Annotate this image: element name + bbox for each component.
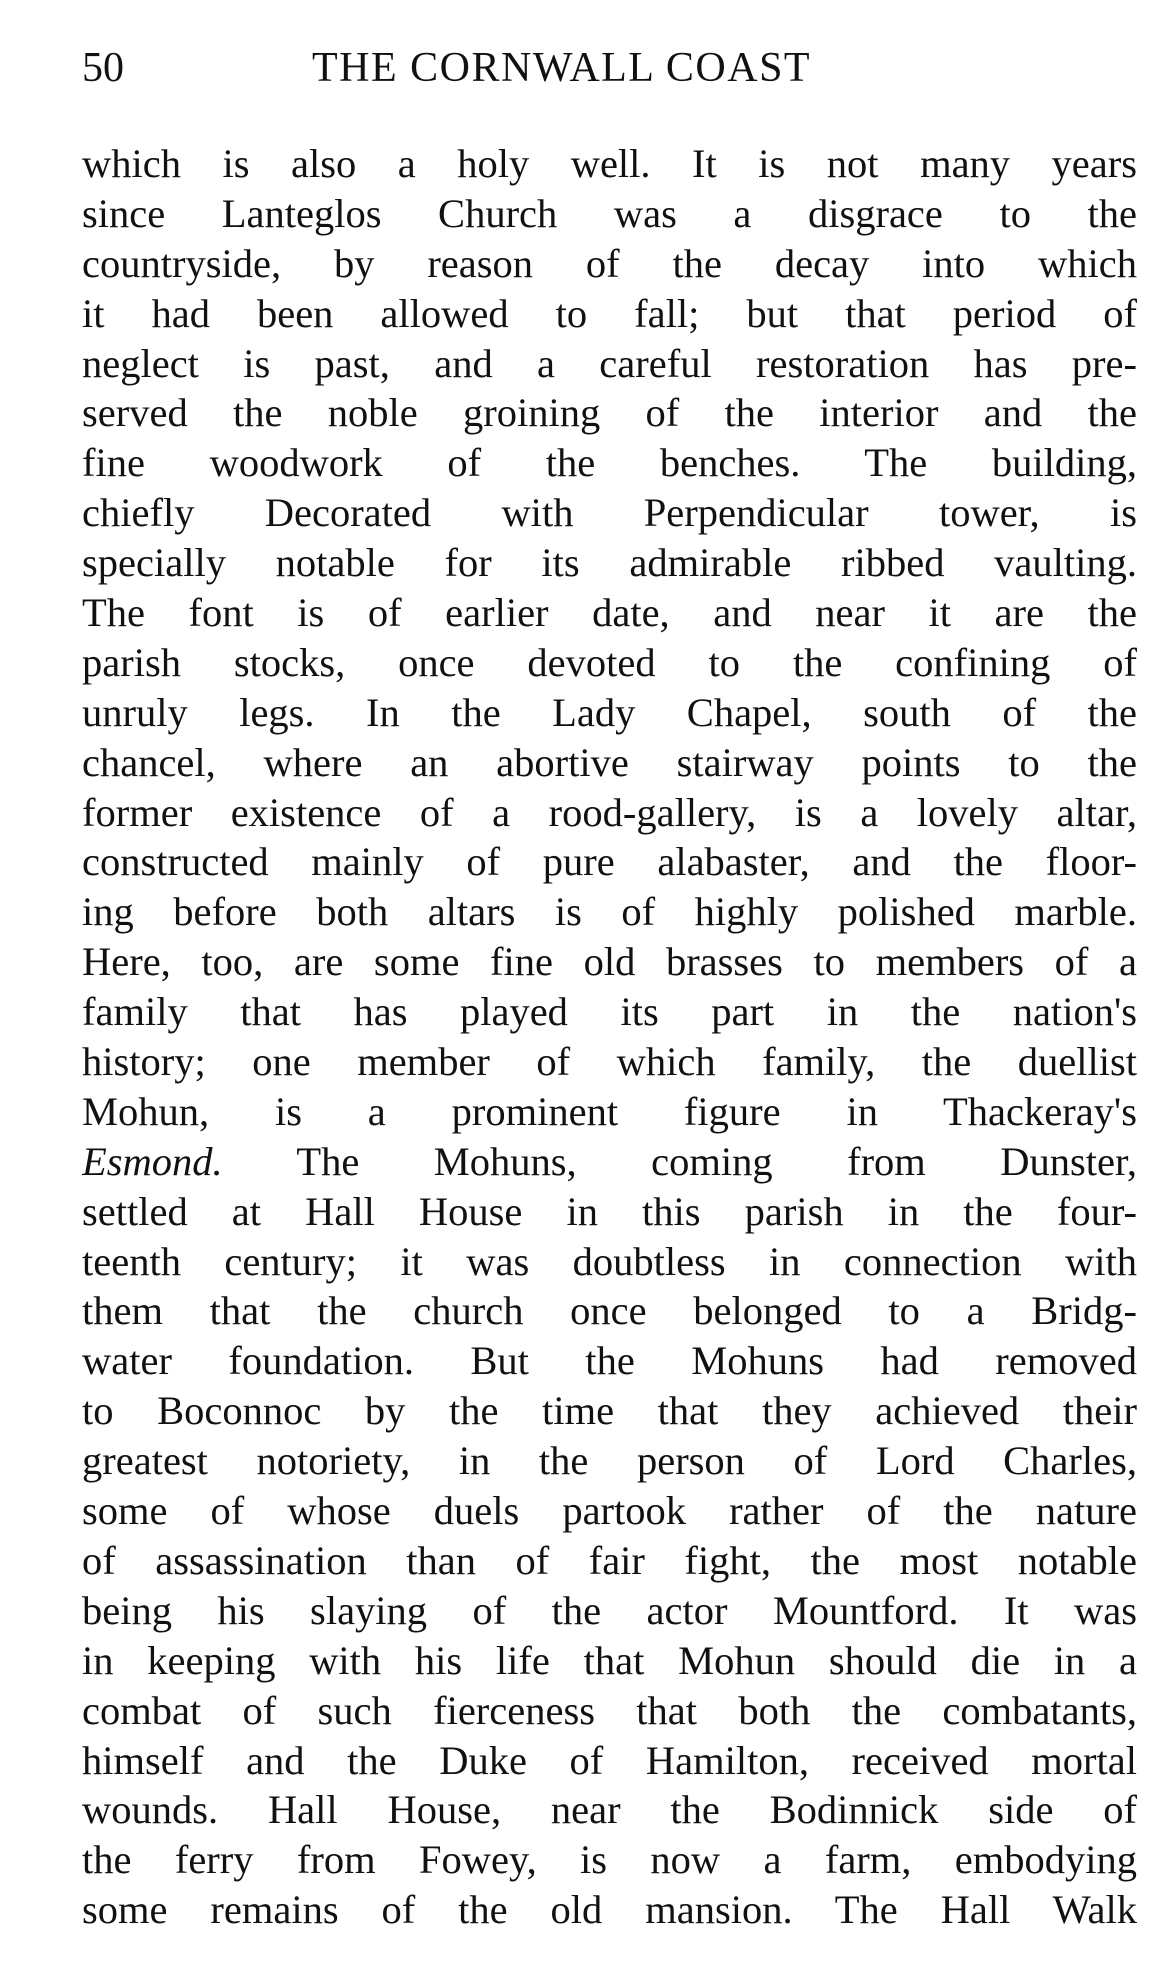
text-line: wounds. Hall House, near the Bodinnick side of <box>82 1787 1137 1833</box>
text-line: since Lanteglos Church was a disgrace to the <box>82 190 1137 236</box>
text-line: served the noble groining of the interior and the <box>82 390 1137 436</box>
text-line: water foundation. But the Mohuns had removed <box>82 1338 1137 1384</box>
text-line: to Boconnoc by the time that they achieved their <box>82 1388 1137 1434</box>
text-line: of assassination than of fair fight, the most notable <box>82 1537 1137 1583</box>
body-text <box>82 139 1137 1935</box>
text-line: former existence of a rood-gallery, is a lovely altar, <box>82 789 1137 835</box>
running-head: THE CORNWALL COAST <box>312 45 812 91</box>
text-line: teenth century; it was doubtless in connection with <box>82 1238 1137 1284</box>
page-number: 50 <box>82 45 124 91</box>
text-line: ing before both altars is of highly polished marble. <box>82 889 1137 935</box>
text-line-remainder: The Mohuns, coming from Dunster, <box>296 1138 1137 1184</box>
text-line: combat of such fierceness that both the combatants, <box>82 1687 1137 1733</box>
text-line: himself and the Duke of Hamilton, received mortal <box>82 1737 1137 1783</box>
italic-book-title: Esmond. <box>82 1138 223 1184</box>
text-line: countryside, by reason of the decay into which <box>82 240 1137 286</box>
page-header <box>82 38 1137 98</box>
text-line: it had been allowed to fall; but that period of <box>82 290 1137 336</box>
text-line: in keeping with his life that Mohun should die in a <box>82 1637 1137 1683</box>
text-line: chiefly Decorated with Perpendicular tower, is <box>82 490 1137 536</box>
text-line: unruly legs. In the Lady Chapel, south of the <box>82 689 1137 735</box>
text-line: some of whose duels partook rather of the nature <box>82 1488 1137 1534</box>
text-line: being his slaying of the actor Mountford. It was <box>82 1587 1137 1633</box>
text-line: The font is of earlier date, and near it are the <box>82 590 1137 636</box>
text-line-with-italic-title <box>82 1137 1137 1187</box>
text-line: greatest notoriety, in the person of Lord Charles, <box>82 1438 1137 1484</box>
text-line: parish stocks, once devoted to the confining of <box>82 639 1137 685</box>
text-line: the ferry from Fowey, is now a farm, embodying <box>82 1837 1137 1883</box>
text-line: neglect is past, and a careful restoration has pre- <box>82 340 1137 386</box>
text-line: settled at Hall House in this parish in the four- <box>82 1188 1137 1234</box>
text-line: Here, too, are some fine old brasses to members of a <box>82 939 1137 985</box>
text-line: Mohun, is a prominent figure in Thackeray's <box>82 1088 1137 1134</box>
text-line: chancel, where an abortive stairway points to the <box>82 739 1137 785</box>
text-line: some remains of the old mansion. The Hall Walk <box>82 1887 1137 1933</box>
text-line: fine woodwork of the benches. The building, <box>82 440 1137 486</box>
text-line: which is also a holy well. It is not many years <box>82 141 1137 186</box>
text-line: specially notable for its admirable ribbed vaulting. <box>82 540 1137 586</box>
text-line: constructed mainly of pure alabaster, and the floor- <box>82 839 1137 885</box>
text-line: family that has played its part in the nation's <box>82 989 1137 1035</box>
text-line: them that the church once belonged to a Bridg- <box>82 1288 1137 1334</box>
text-line: history; one member of which family, the duellist <box>82 1039 1137 1085</box>
